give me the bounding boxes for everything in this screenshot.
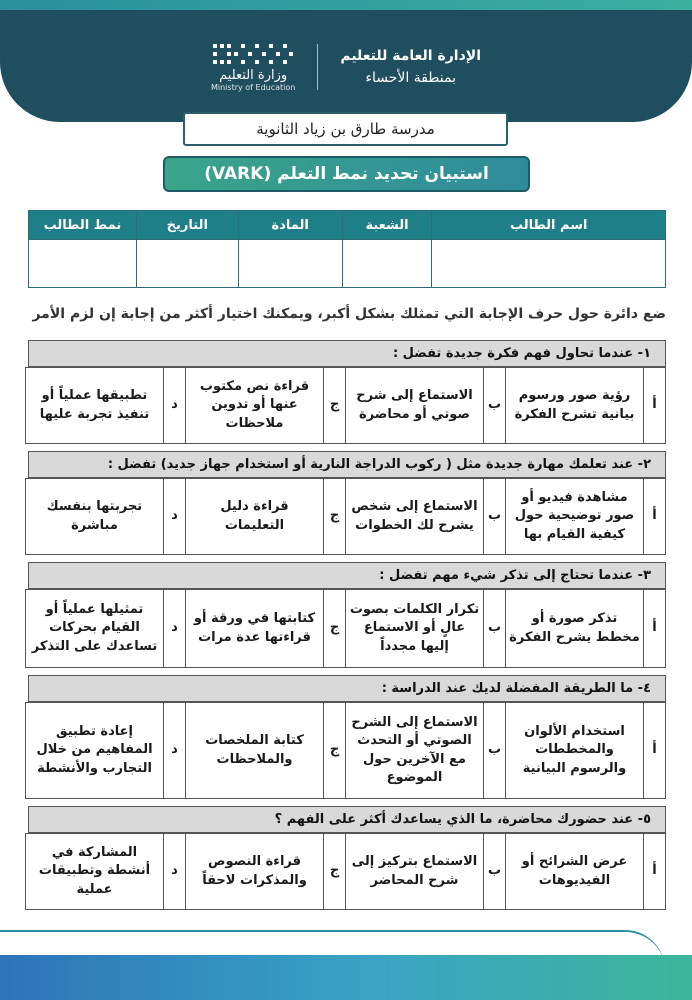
student-info-table [28,210,666,288]
option-d[interactable]: تجربتها بنفسك مباشرة [26,479,164,555]
option-b[interactable]: تكرار الكلمات بصوت عالٍ أو الاستماع إليها مجدداً [346,590,484,668]
option-letter-d[interactable]: د [164,479,186,555]
header-learning-style: نمط الطالب [29,211,137,240]
answer-options [25,478,666,555]
ministry-logo [211,42,295,92]
option-letter-c[interactable]: ج [324,368,346,444]
student-info-header-row [29,211,666,240]
learning-style-field[interactable] [29,240,137,288]
option-letter-a[interactable]: أ [644,479,666,555]
school-name: مدرسة طارق بن زياد الثانوية [183,112,508,146]
header-accent-strip [0,0,692,10]
option-c[interactable]: كتابتها في ورقة أو قراءتها عدة مرات [186,590,324,668]
answer-options [25,833,666,910]
date-field[interactable] [136,240,238,288]
question-text: ٣- عندما تحتاج إلى تذكر شيء مهم تفضل : [28,562,666,589]
option-letter-c[interactable]: ج [324,834,346,910]
header-date: التاريخ [136,211,238,240]
footer-band [0,955,692,1000]
option-letter-b[interactable]: ب [484,479,506,555]
admin-line-2: بمنطقة الأحساء [365,70,456,86]
ministry-name-en: Ministry of Education [210,83,296,92]
answer-options [25,589,666,668]
header-section: الشعبة [342,211,432,240]
instruction-text: ضع دائرة حول حرف الإجابة التي تمثلك بشكل أكبر، ويمكنك اختيار أكثر من إجابة إن لزم الأمر [32,306,666,322]
option-b[interactable]: الاستماع بتركيز إلى شرح المحاضر [346,834,484,910]
option-b[interactable]: الاستماع إلى الشرح الصوتي أو التحدث مع الآخرين حول الموضوع [346,703,484,799]
student-name-field[interactable] [432,240,666,288]
option-letter-d[interactable]: د [164,834,186,910]
option-a[interactable]: مشاهدة فيديو أو صور توضيحية حول كيفية القيام بها [506,479,644,555]
header-divider [317,44,318,90]
option-letter-c[interactable]: ج [324,703,346,799]
option-letter-c[interactable]: ج [324,479,346,555]
option-letter-b[interactable]: ب [484,590,506,668]
section-field[interactable] [342,240,432,288]
option-letter-c[interactable]: ج [324,590,346,668]
option-letter-a[interactable]: أ [644,368,666,444]
option-d[interactable]: تطبيقها عملياً أو تنفيذ تجربة عليها [26,368,164,444]
option-d[interactable]: المشاركة في أنشطة وتطبيقات عملية [26,834,164,910]
question-block-5 [28,806,666,910]
page-title: استبيان تحديد نمط التعلم (VARK) [163,156,530,192]
admin-line-1: الإدارة العامة للتعليم [340,48,482,64]
question-text: ١- عندما تحاول فهم فكرة جديدة تفضل : [28,340,666,367]
ministry-name-ar: وزارة التعليم [219,68,288,83]
question-block-1 [28,340,666,444]
option-a[interactable]: استخدام الألوان والمخططات والرسوم البيانية [506,703,644,799]
option-letter-a[interactable]: أ [644,834,666,910]
option-a[interactable]: عرض الشرائح أو الفيديوهات [506,834,644,910]
option-a[interactable]: تذكر صورة أو مخطط يشرح الفكرة [506,590,644,668]
header-subject: المادة [238,211,342,240]
option-b[interactable]: الاستماع إلى شخص يشرح لك الخطوات [346,479,484,555]
question-block-4 [28,675,666,799]
header [0,32,692,102]
option-letter-b[interactable]: ب [484,368,506,444]
answer-options [25,702,666,799]
option-letter-d[interactable]: د [164,703,186,799]
option-letter-b[interactable]: ب [484,703,506,799]
option-letter-a[interactable]: أ [644,590,666,668]
question-block-2 [28,451,666,555]
subject-field[interactable] [238,240,342,288]
ministry-dots-icon [211,42,295,66]
question-block-3 [28,562,666,668]
option-letter-a[interactable]: أ [644,703,666,799]
option-c[interactable]: كتابة الملخصات والملاحظات [186,703,324,799]
header-student-name: اسم الطالب [432,211,666,240]
question-text: ٤- ما الطريقة المفضلة لديك عند الدراسة : [28,675,666,702]
option-d[interactable]: تمثيلها عملياً أو القيام بحركات تساعدك على التذكر [26,590,164,668]
option-c[interactable]: قراءة نص مكتوب عنها أو تدوين ملاحظات [186,368,324,444]
option-letter-d[interactable]: د [164,590,186,668]
option-c[interactable]: قراءة دليل التعليمات [186,479,324,555]
administration-name [340,48,481,86]
option-letter-b[interactable]: ب [484,834,506,910]
answer-options [25,367,666,444]
question-text: ٥- عند حضورك محاضرة، ما الذي يساعدك أكثر على الفهم ؟ [28,806,666,833]
option-a[interactable]: رؤية صور ورسوم بيانية تشرح الفكرة [506,368,644,444]
student-info-input-row [29,240,666,288]
option-c[interactable]: قراءة النصوص والمذكرات لاحقاً [186,834,324,910]
option-b[interactable]: الاستماع إلى شرح صوتي أو محاضرة [346,368,484,444]
option-d[interactable]: إعادة تطبيق المفاهيم من خلال التجارب والأنشطة [26,703,164,799]
option-letter-d[interactable]: د [164,368,186,444]
question-text: ٢- عند تعلمك مهارة جديدة مثل ( ركوب الدراجة النارية أو استخدام جهاز جديد) تفضل : [28,451,666,478]
